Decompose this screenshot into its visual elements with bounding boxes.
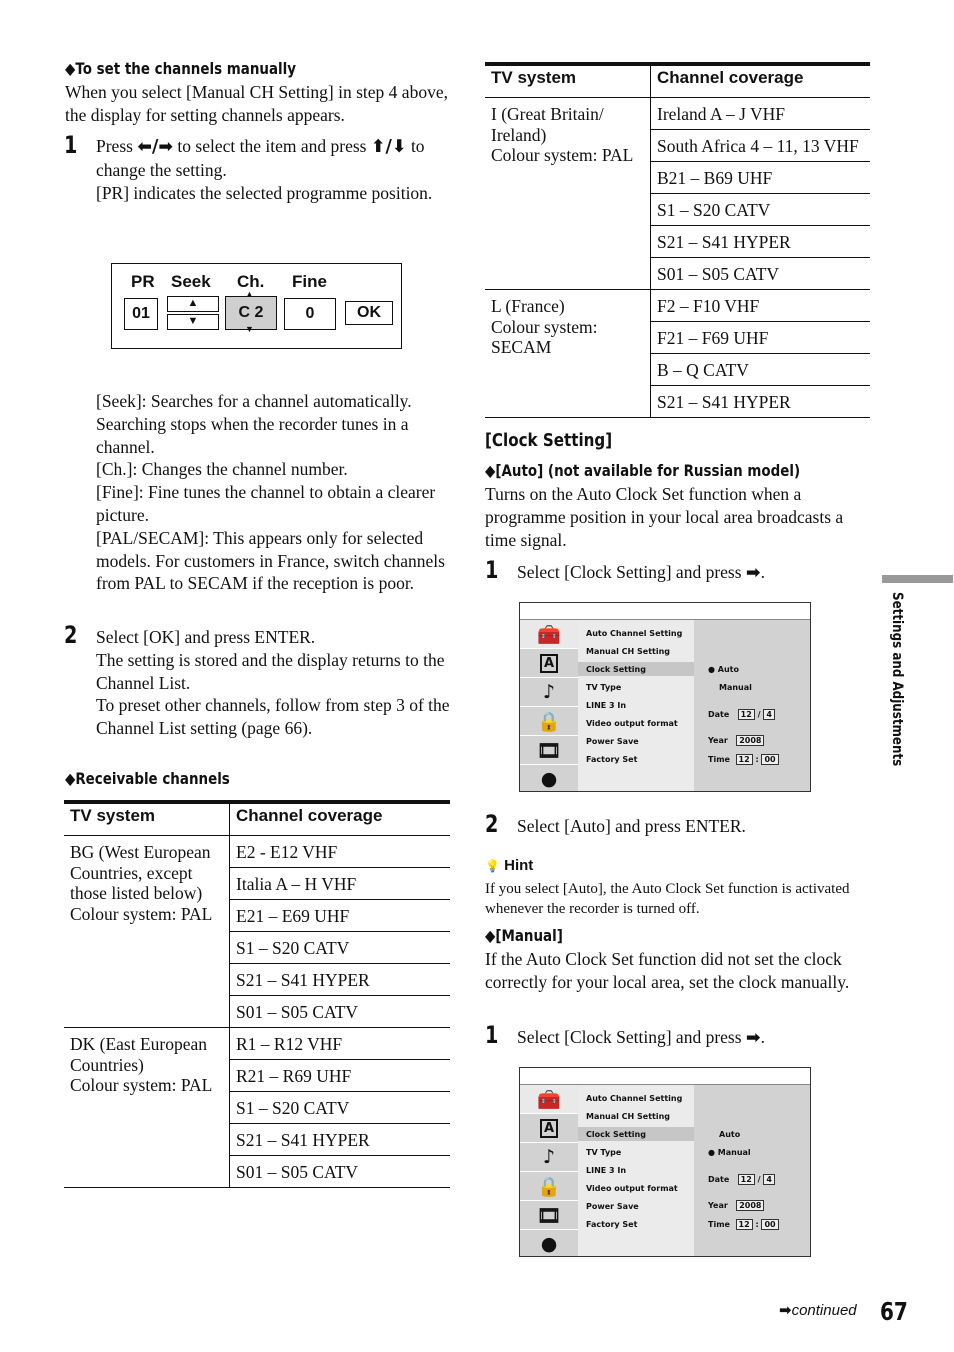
table-row xyxy=(485,98,870,130)
date-row: Date 12 / 4 xyxy=(708,709,775,720)
disc-icon[interactable]: ● xyxy=(520,765,578,794)
section-sidebar-label: Settings and Adjustments xyxy=(889,592,905,767)
tv-system-line: Colour system: PAL xyxy=(70,1075,213,1095)
channel-coverage-cell: S1 – S20 CATV xyxy=(230,1092,451,1124)
menu-icon-column xyxy=(520,1085,579,1256)
auto-intro: Turns on the Auto Clock Set function when a programme position in your local area broadcasts a time signal. xyxy=(485,484,844,550)
manual-intro: If the Auto Clock Set function did not set the clock correctly for your local area, set the clock manually. xyxy=(485,949,850,992)
step-number: 1 xyxy=(485,556,499,584)
receivable-channels-table-continued xyxy=(485,62,870,418)
panel-descriptions xyxy=(96,390,451,595)
seek-label: Seek xyxy=(171,272,211,291)
minute-field[interactable]: 00 xyxy=(761,1219,778,1230)
ch-description: [Ch.]: Changes the channel number. xyxy=(96,459,348,480)
double-chevron-down-icon: ▼ xyxy=(187,315,199,327)
menu-item-manual-ch-setting[interactable]: Manual CH Setting xyxy=(586,1112,671,1121)
clock-step1-text: Select [Clock Setting] and press ➡. xyxy=(517,562,765,583)
hint-title: 💡 Hint xyxy=(485,857,534,874)
toolbox-icon[interactable]: 🧰 xyxy=(520,620,578,649)
menu-item-auto-channel-setting[interactable]: Auto Channel Setting xyxy=(586,629,683,638)
fine-value-field[interactable]: 0 xyxy=(284,298,336,330)
date-month-field[interactable]: 4 xyxy=(763,1174,775,1185)
pr-value-field[interactable]: 01 xyxy=(124,298,158,330)
channel-coverage-cell: S1 – S20 CATV xyxy=(230,932,451,964)
channel-coverage-cell: R21 – R69 UHF xyxy=(230,1060,451,1092)
menu-item-tv-type[interactable]: TV Type xyxy=(586,1148,622,1157)
column-header-channel-coverage: Channel coverage xyxy=(230,802,451,836)
right-arrow-icon: ➡ xyxy=(745,1028,761,1048)
tv-system-line: SECAM xyxy=(491,337,552,357)
channel-coverage-cell: E21 – E69 UHF xyxy=(230,900,451,932)
date-row: Date 12 / 4 xyxy=(708,1174,775,1185)
table-row xyxy=(485,290,870,322)
year-field[interactable]: 2008 xyxy=(736,1200,764,1211)
manual-channel-panel xyxy=(111,263,402,349)
tv-system-cell xyxy=(64,1028,230,1188)
step-number: 1 xyxy=(485,1021,499,1049)
step-number: 1 xyxy=(64,131,78,159)
chevron-up-icon: ▲ xyxy=(245,289,254,299)
table-header-row xyxy=(485,64,870,98)
time-row: Time 12 : 00 xyxy=(708,754,779,765)
manual-channels-intro: When you select [Manual CH Setting] in step 4 above, the display for setting channels appears. xyxy=(65,82,448,125)
option-auto[interactable]: Auto xyxy=(719,1130,741,1139)
menu-title-bar xyxy=(520,603,810,620)
setup-menu-manual xyxy=(519,1067,811,1257)
tv-system-line: Colour system: PAL xyxy=(491,145,634,165)
menu-item-clock-setting[interactable]: Clock Setting xyxy=(586,1130,646,1139)
lock-icon[interactable]: 🔒 xyxy=(520,707,578,736)
date-day-field[interactable]: 12 xyxy=(738,1174,755,1185)
channel-coverage-cell: Italia A – H VHF xyxy=(230,868,451,900)
music-note-icon[interactable]: ♪ xyxy=(520,1143,578,1172)
date-day-field[interactable]: 12 xyxy=(738,709,755,720)
continued-note: ➡continued xyxy=(779,1301,857,1319)
auto-heading: ◆[Auto] (not available for Russian model) xyxy=(485,461,801,480)
menu-item-video-output-format[interactable]: Video output format xyxy=(586,719,678,728)
selected-bullet-icon: ● xyxy=(708,665,715,674)
manual-channels-heading: ◆To set the channels manually xyxy=(65,59,297,78)
menu-items xyxy=(578,620,694,791)
tv-system-cell xyxy=(485,98,651,290)
film-icon[interactable]: 🎞 xyxy=(520,1201,578,1230)
right-arrow-icon: ➡ xyxy=(745,563,761,583)
manual-heading: ◆[Manual] xyxy=(485,926,563,945)
channel-coverage-cell: E2 - E12 VHF xyxy=(230,836,451,868)
tv-system-line: those listed below) xyxy=(70,883,203,903)
step-number: 2 xyxy=(485,810,499,838)
lightbulb-icon: 💡 xyxy=(485,859,500,873)
channel-coverage-cell: South Africa 4 – 11, 13 VHF xyxy=(651,130,871,162)
selected-bullet-icon: ● xyxy=(708,1148,715,1157)
menu-item-power-save[interactable]: Power Save xyxy=(586,1202,639,1211)
channel-coverage-cell: S1 – S20 CATV xyxy=(651,194,871,226)
receivable-channels-table xyxy=(64,800,450,1188)
channel-coverage-cell: S21 – S41 HYPER xyxy=(230,964,451,996)
ok-button[interactable]: OK xyxy=(345,301,393,325)
menu-items xyxy=(578,1085,694,1256)
page-number: 67 xyxy=(880,1297,908,1326)
film-icon[interactable]: 🎞 xyxy=(520,736,578,765)
channel-coverage-cell: R1 – R12 VHF xyxy=(230,1028,451,1060)
menu-item-line3-in[interactable]: LINE 3 In xyxy=(586,1166,627,1175)
menu-item-clock-setting[interactable]: Clock Setting xyxy=(586,665,646,674)
channel-coverage-cell: S01 – S05 CATV xyxy=(230,1156,451,1188)
hour-field[interactable]: 12 xyxy=(736,754,753,765)
year-field[interactable]: 2008 xyxy=(736,735,764,746)
table-row xyxy=(64,836,450,868)
option-manual[interactable]: Manual xyxy=(719,683,752,692)
setup-menu-auto xyxy=(519,602,811,792)
hint-text: If you select [Auto], the Auto Clock Set function is activated whenever the recorder is turned off. xyxy=(485,881,850,917)
channel-coverage-cell: B21 – B69 UHF xyxy=(651,162,871,194)
channel-coverage-cell: S21 – S41 HYPER xyxy=(230,1124,451,1156)
menu-item-tv-type[interactable]: TV Type xyxy=(586,683,622,692)
manual-step1-text: Select [Clock Setting] and press ➡. xyxy=(517,1027,765,1048)
menu-item-power-save[interactable]: Power Save xyxy=(586,737,639,746)
menu-item-manual-ch-setting[interactable]: Manual CH Setting xyxy=(586,647,671,656)
hour-field[interactable]: 12 xyxy=(736,1219,753,1230)
time-row: Time 12 : 00 xyxy=(708,1219,779,1230)
tv-system-line: I (Great Britain/ xyxy=(491,104,604,124)
step-number: 2 xyxy=(64,621,78,649)
seek-up-button[interactable] xyxy=(167,296,219,312)
music-note-icon[interactable]: ♪ xyxy=(520,678,578,707)
channel-coverage-cell: S01 – S05 CATV xyxy=(230,996,451,1028)
double-chevron-up-icon: ▲ xyxy=(187,297,199,309)
fine-label: Fine xyxy=(292,272,327,291)
disc-icon[interactable]: ● xyxy=(520,1230,578,1259)
date-month-field[interactable]: 4 xyxy=(763,709,775,720)
channel-coverage-cell: F21 – F69 UHF xyxy=(651,322,871,354)
clock-setting-heading: [Clock Setting] xyxy=(485,430,613,451)
menu-icon-column xyxy=(520,620,579,791)
step2-instructions: Select [OK] and press ENTER. The setting is stored and the display returns to the Channel List. To preset other channels, follow from step 3 of the Channel List setting (page 66). xyxy=(96,627,450,739)
up-down-arrow-icon: ⬆/⬇ xyxy=(370,137,407,157)
channel-coverage-cell: B – Q CATV xyxy=(651,354,871,386)
column-header-tv-system: TV system xyxy=(64,802,230,836)
tv-system-line: Countries) xyxy=(70,1054,144,1075)
menu-item-factory-set[interactable]: Factory Set xyxy=(586,755,638,764)
fine-description: [Fine]: Fine tunes the channel to obtain a clearer picture. xyxy=(96,482,436,525)
table-header-row xyxy=(64,802,450,836)
step1-instructions: Press ⬅/➡ to select the item and press ⬆/⬇ to change the setting. [PR] indicates the selected programme position. xyxy=(96,136,433,203)
letter-a-icon[interactable]: A xyxy=(520,1114,578,1143)
menu-item-line3-in[interactable]: LINE 3 In xyxy=(586,701,627,710)
option-auto[interactable]: ● Auto xyxy=(708,665,739,674)
toolbox-icon[interactable]: 🧰 xyxy=(520,1085,578,1114)
channel-coverage-cell: S01 – S05 CATV xyxy=(651,258,871,290)
tv-system-line: L (France) xyxy=(491,296,565,316)
table-row xyxy=(64,1028,450,1060)
minute-field[interactable]: 00 xyxy=(761,754,778,765)
ch-label: Ch. xyxy=(237,272,265,291)
column-header-tv-system: TV system xyxy=(485,64,651,98)
section-tab-bar xyxy=(882,575,953,583)
clock-step2-text: Select [Auto] and press ENTER. xyxy=(517,816,746,836)
channel-coverage-cell: F2 – F10 VHF xyxy=(651,290,871,322)
right-arrow-icon: ➡ xyxy=(779,1301,792,1319)
menu-item-factory-set[interactable]: Factory Set xyxy=(586,1220,638,1229)
chevron-down-icon: ▼ xyxy=(245,324,254,334)
channel-coverage-cell: Ireland A – J VHF xyxy=(651,98,871,130)
channel-coverage-cell: S21 – S41 HYPER xyxy=(651,226,871,258)
tv-system-line: BG (West European xyxy=(70,842,211,862)
receivable-channels-heading: ◆Receivable channels xyxy=(65,769,230,788)
pal-secam-description: [PAL/SECAM]: This appears only for selected models. For customers in France, switch channels from PAL to SECAM if the reception is poor. xyxy=(96,527,445,594)
channel-coverage-cell: S21 – S41 HYPER xyxy=(651,386,871,418)
pr-label: PR xyxy=(131,272,155,291)
tv-system-line: Ireland) xyxy=(491,124,547,145)
menu-item-video-output-format[interactable]: Video output format xyxy=(586,1184,678,1193)
year-row: Year 2008 xyxy=(708,1200,764,1211)
tv-system-line: Colour system: xyxy=(491,316,598,337)
tv-system-line: Colour system: PAL xyxy=(70,903,213,924)
left-right-arrow-icon: ⬅/➡ xyxy=(137,137,174,157)
tv-system-line: DK (East European xyxy=(70,1034,208,1054)
tv-system-cell xyxy=(485,290,651,418)
tv-system-cell xyxy=(64,836,230,1028)
tv-system-line: Countries, except xyxy=(70,862,193,883)
seek-description: [Seek]: Searches for a channel automatically. Searching stops when the recorder tunes in a channel. xyxy=(96,391,412,457)
column-header-channel-coverage: Channel coverage xyxy=(651,64,871,98)
letter-a-icon[interactable]: A xyxy=(520,649,578,678)
option-manual[interactable]: ● Manual xyxy=(708,1148,751,1157)
channel-value: C 2 xyxy=(238,304,264,321)
menu-title-bar xyxy=(520,1068,810,1085)
seek-down-button[interactable] xyxy=(167,314,219,330)
lock-icon[interactable]: 🔒 xyxy=(520,1172,578,1201)
year-row: Year 2008 xyxy=(708,735,764,746)
menu-item-auto-channel-setting[interactable]: Auto Channel Setting xyxy=(586,1094,683,1103)
